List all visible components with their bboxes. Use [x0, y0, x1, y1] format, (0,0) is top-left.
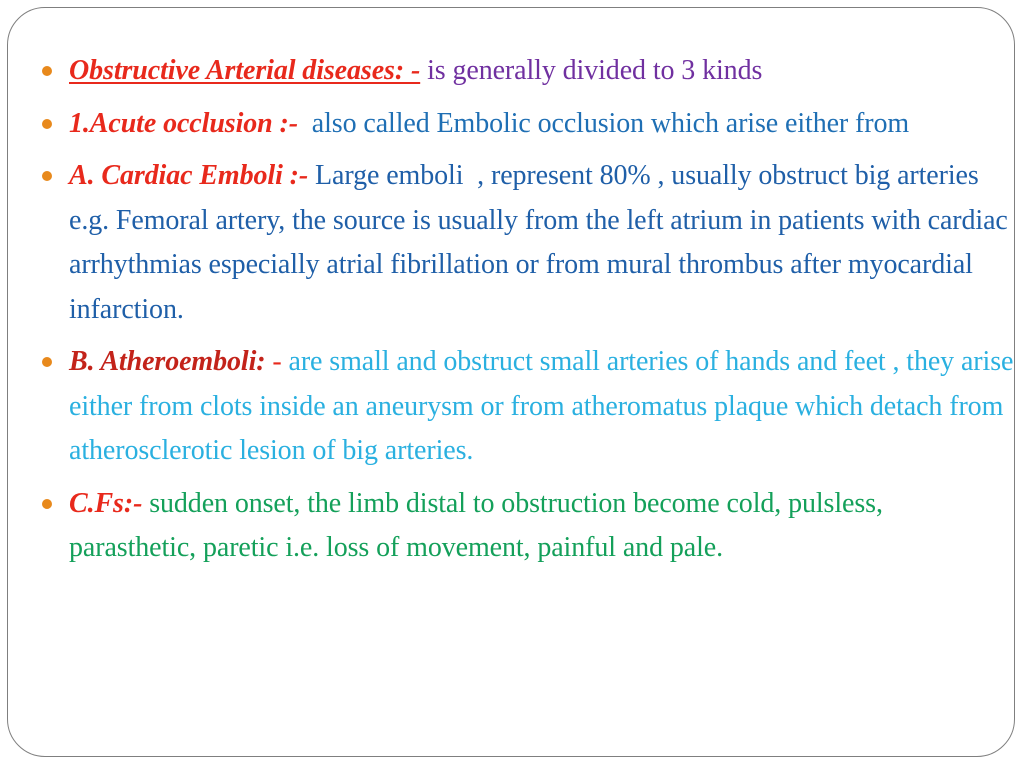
bullet-heading-suffix: -	[265, 346, 282, 377]
bullet-heading: Obstructive Arterial diseases: -	[69, 55, 421, 86]
bullet-clinical-features	[40, 482, 1015, 571]
bullet-text: are small and obstruct small arteries of hands and feet , they arise either from clots inside an aneurysm or from atheromatus plaque which detach from atherosclerotic lesion of big arteries.	[69, 346, 1014, 466]
bullet-text: Large emboli , represent 80% , usually obstruct big arteries e.g. Femoral artery, the source is usually from the left atrium in patients with cardiac arrhythmias especially atrial fibrillation or from mural thrombus after myocardial infarction.	[69, 160, 1015, 325]
bullet-dot-icon	[42, 171, 52, 181]
bullet-dot-icon	[42, 66, 52, 76]
bullet-text: is generally divided to 3 kinds	[420, 55, 763, 86]
bullet-heading: B. Atheroemboli:	[69, 346, 266, 377]
bullet-text: also called Embolic occlusion which arise either from	[298, 107, 910, 139]
slide-content	[40, 49, 1015, 579]
bullet-text: sudden onset, the limb distal to obstruction become cold, pulsless, parasthetic, paretic i.e. loss of movement, painful and pale.	[69, 487, 883, 563]
bullet-heading: A. Cardiac Emboli :-	[69, 160, 309, 191]
bullet-atheroemboli	[40, 340, 1015, 474]
bullet-acute-occlusion	[40, 102, 1015, 147]
bullet-heading: C.Fs:-	[69, 487, 143, 519]
bullet-cardiac-emboli	[40, 154, 1015, 332]
bullet-dot-icon	[42, 499, 52, 509]
bullet-heading: 1.Acute occlusion :-	[69, 107, 298, 139]
bullet-obstructive-arterial-diseases	[40, 49, 1015, 94]
bullet-dot-icon	[42, 357, 52, 367]
bullet-dot-icon	[42, 119, 52, 129]
